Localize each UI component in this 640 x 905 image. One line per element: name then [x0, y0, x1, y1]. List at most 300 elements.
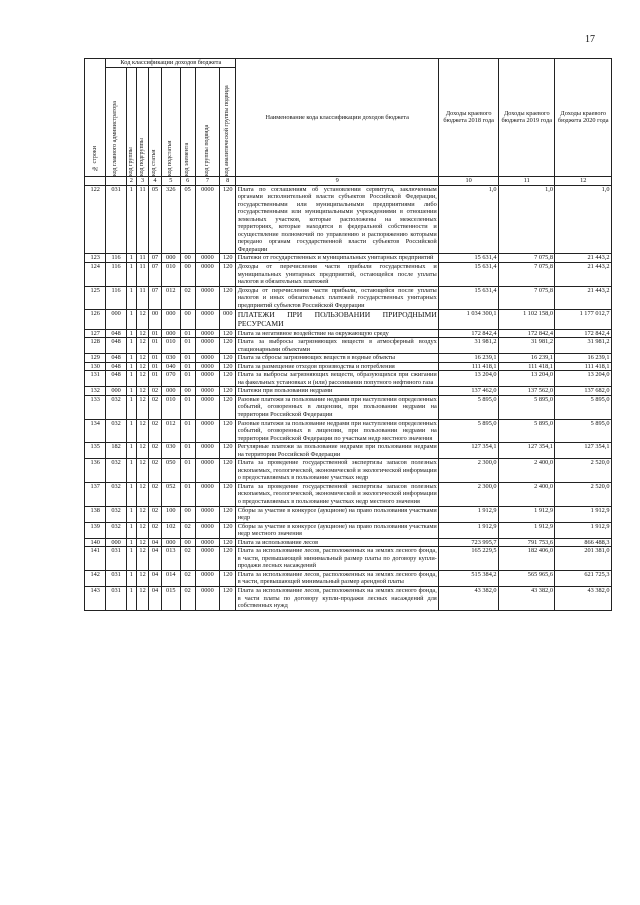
amount-cell: 21 443,2 [555, 254, 612, 263]
header-code-col: код группы подвида [195, 67, 220, 176]
code-cell: 1 [126, 459, 136, 483]
table-row [85, 522, 612, 538]
code-cell: 0000 [195, 482, 220, 506]
amount-cell: 1 912,9 [555, 506, 612, 522]
amount-cell: 31 981,2 [499, 338, 555, 354]
amount-cell: 43 382,0 [439, 587, 499, 611]
code-cell: 1 [126, 482, 136, 506]
table-row [85, 371, 612, 387]
code-cell: 12 [136, 362, 148, 371]
amount-cell: 137 682,0 [555, 387, 612, 396]
code-cell: 12 [136, 506, 148, 522]
code-cell: 1 [126, 362, 136, 371]
code-cell: 0000 [195, 570, 220, 586]
row-number: 137 [85, 482, 106, 506]
code-cell: 0000 [195, 338, 220, 354]
code-cell: 1 [126, 538, 136, 547]
code-cell: 07 [149, 254, 161, 263]
code-cell: 048 [106, 371, 126, 387]
item-name: Доходы от перечисления части прибыли государственных и муниципальных унитарных предприятий, остающейся после уплаты налогов и обязательных платежей [237, 263, 437, 286]
code-cell: 0000 [195, 419, 220, 443]
amount-cell: 1,0 [439, 185, 499, 254]
code-cell: 12 [136, 443, 148, 459]
code-cell: 12 [136, 371, 148, 387]
code-cell: 1 [126, 547, 136, 571]
code-cell: 014 [161, 570, 180, 586]
amount-cell: 13 204,0 [499, 371, 555, 387]
item-name: Разовые платежи за пользование недрами при наступлении определенных событий, оговоренных в лицензии, при пользовании недрами на территории Российской Федерации по участкам недр местного значения [237, 419, 437, 442]
code-cell: 116 [106, 286, 126, 310]
amount-cell: 16 239,1 [555, 354, 612, 363]
code-cell: 182 [106, 443, 126, 459]
table-row [85, 547, 612, 571]
table-row [85, 419, 612, 443]
code-cell: 02 [149, 387, 161, 396]
code-cell: 120 [220, 387, 236, 396]
code-cell: 1 [126, 354, 136, 363]
revenue-table [84, 58, 612, 611]
code-cell: 120 [220, 329, 236, 338]
amount-cell: 1 912,9 [439, 522, 499, 538]
row-number: 136 [85, 459, 106, 483]
code-cell: 04 [149, 538, 161, 547]
code-cell: 1 [126, 387, 136, 396]
column-index: 12 [555, 176, 612, 185]
column-index: 9 [236, 176, 439, 185]
code-cell: 120 [220, 185, 236, 254]
table-row [85, 459, 612, 483]
code-cell: 120 [220, 443, 236, 459]
code-cell: 031 [106, 185, 126, 254]
table-row [85, 254, 612, 263]
amount-cell: 111 418,1 [499, 362, 555, 371]
column-index: 10 [439, 176, 499, 185]
code-cell: 116 [106, 254, 126, 263]
code-cell: 04 [149, 547, 161, 571]
header-code-col: код элемента [180, 67, 195, 176]
code-cell: 02 [149, 395, 161, 419]
code-cell: 032 [106, 482, 126, 506]
row-number: 140 [85, 538, 106, 547]
amount-cell: 2 300,0 [439, 459, 499, 483]
code-cell: 120 [220, 395, 236, 419]
row-number: 135 [85, 443, 106, 459]
code-cell: 12 [136, 522, 148, 538]
code-cell: 0000 [195, 506, 220, 522]
code-cell: 12 [136, 459, 148, 483]
item-name: Доходы от перечисления части прибыли, остающейся после уплаты налогов и иных обязательных платежей государственных унитарных предприятий субъектов Российской Федерации [237, 286, 437, 309]
amount-cell: 1 912,9 [499, 522, 555, 538]
table-row [85, 329, 612, 338]
row-number: 126 [85, 310, 106, 329]
amount-cell: 1 912,9 [439, 506, 499, 522]
code-cell: 040 [161, 362, 180, 371]
code-cell: 0000 [195, 254, 220, 263]
code-cell: 01 [180, 362, 195, 371]
code-cell: 010 [161, 263, 180, 287]
amount-cell: 5 895,0 [555, 395, 612, 419]
table-row [85, 185, 612, 254]
code-cell: 01 [180, 459, 195, 483]
code-cell: 02 [180, 570, 195, 586]
amount-cell: 127 354,1 [555, 443, 612, 459]
page-number: 17 [585, 34, 595, 45]
row-number: 139 [85, 522, 106, 538]
table-row [85, 538, 612, 547]
code-cell: 1 [126, 254, 136, 263]
code-cell: 120 [220, 419, 236, 443]
code-cell: 05 [149, 185, 161, 254]
amount-cell: 31 981,2 [555, 338, 612, 354]
column-index: 7 [195, 176, 220, 185]
code-cell: 01 [149, 354, 161, 363]
code-cell: 000 [161, 329, 180, 338]
row-number: 130 [85, 362, 106, 371]
amount-cell: 1 912,9 [499, 506, 555, 522]
code-cell: 12 [136, 570, 148, 586]
code-cell: 12 [136, 354, 148, 363]
code-cell: 12 [136, 538, 148, 547]
amount-cell: 137 562,0 [499, 387, 555, 396]
code-cell: 00 [180, 310, 195, 329]
item-name: Сборы за участие в конкурсе (аукционе) на право пользования участками недр [237, 506, 437, 522]
code-cell: 1 [126, 570, 136, 586]
amount-cell: 565 965,6 [499, 570, 555, 586]
code-cell: 012 [161, 419, 180, 443]
code-cell: 02 [149, 506, 161, 522]
amount-cell: 5 895,0 [499, 395, 555, 419]
item-name: Плата за проведение государственной экспертизы запасов полезных ископаемых, геологической, экономической и экологической информации о предоставляемых в пользование участках недр местного значения [237, 482, 437, 505]
code-cell: 120 [220, 459, 236, 483]
code-cell: 000 [220, 310, 236, 329]
code-cell: 01 [180, 419, 195, 443]
code-cell: 0000 [195, 587, 220, 611]
item-name: Плата по соглашениям об установлении сервитута, заключенным органами исполнительной власти субъектов Российской Федерации, государственными или муниципальными предприятиями либо государственными или муниципальными учреждениями в отношении земельных участков, которые расположены на межселенных территориях, которые находятся в федеральной собственности и осуществление полномочий по управлению и распоряжению которыми передано органам государственной власти субъектов Российской Федерации [237, 185, 437, 253]
row-number: 127 [85, 329, 106, 338]
code-cell: 01 [149, 329, 161, 338]
code-cell: 05 [180, 185, 195, 254]
code-cell: 01 [149, 371, 161, 387]
amount-cell: 182 406,0 [499, 547, 555, 571]
code-cell: 1 [126, 395, 136, 419]
table-row [85, 570, 612, 586]
column-index-row [85, 176, 612, 185]
code-cell: 04 [149, 587, 161, 611]
code-cell: 030 [161, 443, 180, 459]
amount-cell: 5 895,0 [439, 419, 499, 443]
code-cell: 12 [136, 419, 148, 443]
code-cell: 0000 [195, 371, 220, 387]
header-code-col: код группы [126, 67, 136, 176]
code-cell: 120 [220, 286, 236, 310]
table-row [85, 443, 612, 459]
code-cell: 0000 [195, 387, 220, 396]
code-cell: 120 [220, 362, 236, 371]
item-name: Сборы за участие в конкурсе (аукционе) на право пользования участками недр местного значения [237, 522, 437, 538]
code-cell: 012 [161, 286, 180, 310]
row-number: 131 [85, 371, 106, 387]
item-name: Плата за негативное воздействие на окружающую среду [236, 329, 439, 338]
code-cell: 12 [136, 395, 148, 419]
column-index: 3 [136, 176, 148, 185]
code-cell: 01 [180, 338, 195, 354]
amount-cell: 1 912,9 [555, 522, 612, 538]
item-name: Плата за использование лесов, расположенных на землях лесного фонда, в части, превышающей минимальный размер арендной платы [237, 570, 437, 586]
code-cell: 02 [180, 286, 195, 310]
amount-cell: 165 229,5 [439, 547, 499, 571]
code-cell: 02 [180, 587, 195, 611]
code-cell: 00 [180, 506, 195, 522]
item-name: Платежи при пользовании недрами [236, 387, 439, 396]
item-name: Плата за использование лесов, расположенных на землях лесного фонда, в части платы по договору купли-продажи лесных насаждений для собственных нужд [237, 587, 437, 610]
table-row [85, 482, 612, 506]
amount-cell: 201 381,0 [555, 547, 612, 571]
code-cell: 01 [149, 338, 161, 354]
amount-cell: 16 239,1 [499, 354, 555, 363]
item-name: ПЛАТЕЖИ ПРИ ПОЛЬЗОВАНИИ ПРИРОДНЫМИ РЕСУРСАМИ [237, 310, 437, 329]
row-number: 143 [85, 587, 106, 611]
code-cell: 070 [161, 371, 180, 387]
header-2020: Доходы краевого бюджета 2020 года [555, 59, 612, 177]
code-cell: 120 [220, 538, 236, 547]
code-cell: 013 [161, 547, 180, 571]
item-name: Регулярные платежи за пользование недрами при пользовании недрами на территории Российской Федерации [237, 443, 437, 458]
code-cell: 0000 [195, 459, 220, 483]
code-cell: 120 [220, 263, 236, 287]
code-cell: 1 [126, 587, 136, 611]
code-cell: 1 [126, 185, 136, 254]
code-cell: 032 [106, 459, 126, 483]
header-row-no: № строки [85, 59, 106, 177]
column-index: 11 [499, 176, 555, 185]
code-cell: 1 [126, 310, 136, 329]
code-cell: 02 [180, 522, 195, 538]
code-cell: 1 [126, 329, 136, 338]
code-cell: 12 [136, 329, 148, 338]
column-index [106, 176, 126, 185]
code-cell: 1 [126, 419, 136, 443]
amount-cell: 5 895,0 [555, 419, 612, 443]
code-cell: 07 [149, 286, 161, 310]
code-cell: 120 [220, 338, 236, 354]
row-number: 141 [85, 547, 106, 571]
amount-cell: 172 842,4 [499, 329, 555, 338]
code-cell: 02 [149, 443, 161, 459]
code-cell: 1 [126, 286, 136, 310]
amount-cell: 111 418,1 [439, 362, 499, 371]
amount-cell: 2 300,0 [439, 482, 499, 506]
row-number: 128 [85, 338, 106, 354]
code-cell: 1 [126, 506, 136, 522]
code-cell: 326 [161, 185, 180, 254]
amount-cell: 43 382,0 [555, 587, 612, 611]
amount-cell: 723 995,7 [439, 538, 499, 547]
code-cell: 0000 [195, 310, 220, 329]
item-name: Плата за использование лесов, расположенных на землях лесного фонда, в части, превышающей минимальный размер платы по договору купли-продажи лесных насаждений [237, 547, 437, 570]
amount-cell: 172 842,4 [555, 329, 612, 338]
code-cell: 0000 [195, 185, 220, 254]
code-cell: 048 [106, 338, 126, 354]
code-cell: 07 [149, 263, 161, 287]
header-code-group: Код классификации доходов бюджета [106, 59, 236, 68]
code-cell: 000 [161, 538, 180, 547]
code-cell: 11 [136, 185, 148, 254]
code-cell: 120 [220, 570, 236, 586]
header-code-col: код статьи [149, 67, 161, 176]
amount-cell: 21 443,2 [555, 286, 612, 310]
code-cell: 120 [220, 522, 236, 538]
code-cell: 048 [106, 362, 126, 371]
code-cell: 01 [180, 395, 195, 419]
amount-cell: 1,0 [555, 185, 612, 254]
amount-cell: 7 075,8 [499, 254, 555, 263]
code-cell: 032 [106, 522, 126, 538]
code-cell: 032 [106, 506, 126, 522]
amount-cell: 2 520,0 [555, 459, 612, 483]
row-number: 122 [85, 185, 106, 254]
code-cell: 0000 [195, 395, 220, 419]
code-cell: 00 [180, 387, 195, 396]
code-cell: 1 [126, 338, 136, 354]
code-cell: 12 [136, 387, 148, 396]
code-cell: 00 [180, 263, 195, 287]
amount-cell: 127 354,1 [499, 443, 555, 459]
code-cell: 031 [106, 587, 126, 611]
code-cell: 00 [180, 254, 195, 263]
code-cell: 0000 [195, 522, 220, 538]
header-2019: Доходы краевого бюджета 2019 года [499, 59, 555, 177]
code-cell: 120 [220, 254, 236, 263]
column-index: 8 [220, 176, 236, 185]
amount-cell: 5 895,0 [439, 395, 499, 419]
code-cell: 11 [136, 263, 148, 287]
code-cell: 000 [161, 254, 180, 263]
table-row [85, 310, 612, 329]
code-cell: 048 [106, 329, 126, 338]
code-cell: 120 [220, 482, 236, 506]
amount-cell: 21 443,2 [555, 263, 612, 287]
column-index: 6 [180, 176, 195, 185]
amount-cell: 621 725,3 [555, 570, 612, 586]
code-cell: 000 [106, 538, 126, 547]
code-cell: 0000 [195, 538, 220, 547]
amount-cell: 15 631,4 [439, 254, 499, 263]
header-2018: Доходы краевого бюджета 2018 года [439, 59, 499, 177]
amount-cell: 2 520,0 [555, 482, 612, 506]
row-number: 123 [85, 254, 106, 263]
code-cell: 0000 [195, 354, 220, 363]
code-cell: 032 [106, 395, 126, 419]
amount-cell: 791 753,6 [499, 538, 555, 547]
table-row [85, 354, 612, 363]
table-row [85, 395, 612, 419]
code-cell: 000 [106, 310, 126, 329]
code-cell: 0000 [195, 362, 220, 371]
column-index: 4 [149, 176, 161, 185]
code-cell: 01 [180, 443, 195, 459]
code-cell: 12 [136, 547, 148, 571]
header-code-col: код подстатьи [161, 67, 180, 176]
code-cell: 010 [161, 338, 180, 354]
amount-cell: 15 631,4 [439, 286, 499, 310]
row-number: 125 [85, 286, 106, 310]
code-cell: 02 [149, 522, 161, 538]
code-cell: 030 [161, 354, 180, 363]
code-cell: 01 [149, 362, 161, 371]
amount-cell: 111 418,1 [555, 362, 612, 371]
amount-cell: 43 382,0 [499, 587, 555, 611]
code-cell: 11 [136, 286, 148, 310]
amount-cell: 5 895,0 [499, 419, 555, 443]
item-name: Плата за сбросы загрязняющих веществ в водные объекты [236, 354, 439, 363]
item-name: Плата за выбросы загрязняющих веществ, образующихся при сжигании на факельных установках и (или) рассеивании попутного нефтяного газа [237, 371, 437, 386]
amount-cell: 2 400,0 [499, 482, 555, 506]
code-cell: 01 [180, 329, 195, 338]
amount-cell: 7 075,8 [499, 263, 555, 287]
code-cell: 1 [126, 371, 136, 387]
table-row [85, 587, 612, 611]
amount-cell: 172 842,4 [439, 329, 499, 338]
column-index [85, 176, 106, 185]
code-cell: 0000 [195, 329, 220, 338]
code-cell: 11 [136, 254, 148, 263]
amount-cell: 1 177 012,7 [555, 310, 612, 329]
row-number: 142 [85, 570, 106, 586]
table-row [85, 387, 612, 396]
code-cell: 12 [136, 587, 148, 611]
code-cell: 01 [180, 371, 195, 387]
code-cell: 00 [149, 310, 161, 329]
header-name: Наименование кода классификации доходов бюджета [236, 59, 439, 177]
code-cell: 02 [149, 482, 161, 506]
amount-cell: 1 034 300,1 [439, 310, 499, 329]
code-cell: 01 [180, 354, 195, 363]
code-cell: 010 [161, 395, 180, 419]
amount-cell: 31 981,2 [439, 338, 499, 354]
table-row [85, 263, 612, 287]
amount-cell: 7 075,8 [499, 286, 555, 310]
code-cell: 120 [220, 371, 236, 387]
code-cell: 120 [220, 506, 236, 522]
code-cell: 0000 [195, 547, 220, 571]
code-cell: 00 [180, 538, 195, 547]
code-cell: 0000 [195, 263, 220, 287]
code-cell: 116 [106, 263, 126, 287]
code-cell: 04 [149, 570, 161, 586]
code-cell: 02 [180, 547, 195, 571]
code-cell: 0000 [195, 443, 220, 459]
amount-cell: 13 204,0 [555, 371, 612, 387]
row-number: 129 [85, 354, 106, 363]
code-cell: 000 [161, 387, 180, 396]
amount-cell: 1 102 158,0 [499, 310, 555, 329]
code-cell: 12 [136, 310, 148, 329]
code-cell: 031 [106, 547, 126, 571]
code-cell: 02 [149, 459, 161, 483]
amount-cell: 13 204,0 [439, 371, 499, 387]
code-cell: 120 [220, 354, 236, 363]
code-cell: 1 [126, 263, 136, 287]
code-cell: 02 [149, 419, 161, 443]
code-cell: 000 [106, 387, 126, 396]
code-cell: 050 [161, 459, 180, 483]
row-number: 134 [85, 419, 106, 443]
code-cell: 120 [220, 587, 236, 611]
row-number: 132 [85, 387, 106, 396]
code-cell: 048 [106, 354, 126, 363]
code-cell: 031 [106, 570, 126, 586]
row-number: 138 [85, 506, 106, 522]
